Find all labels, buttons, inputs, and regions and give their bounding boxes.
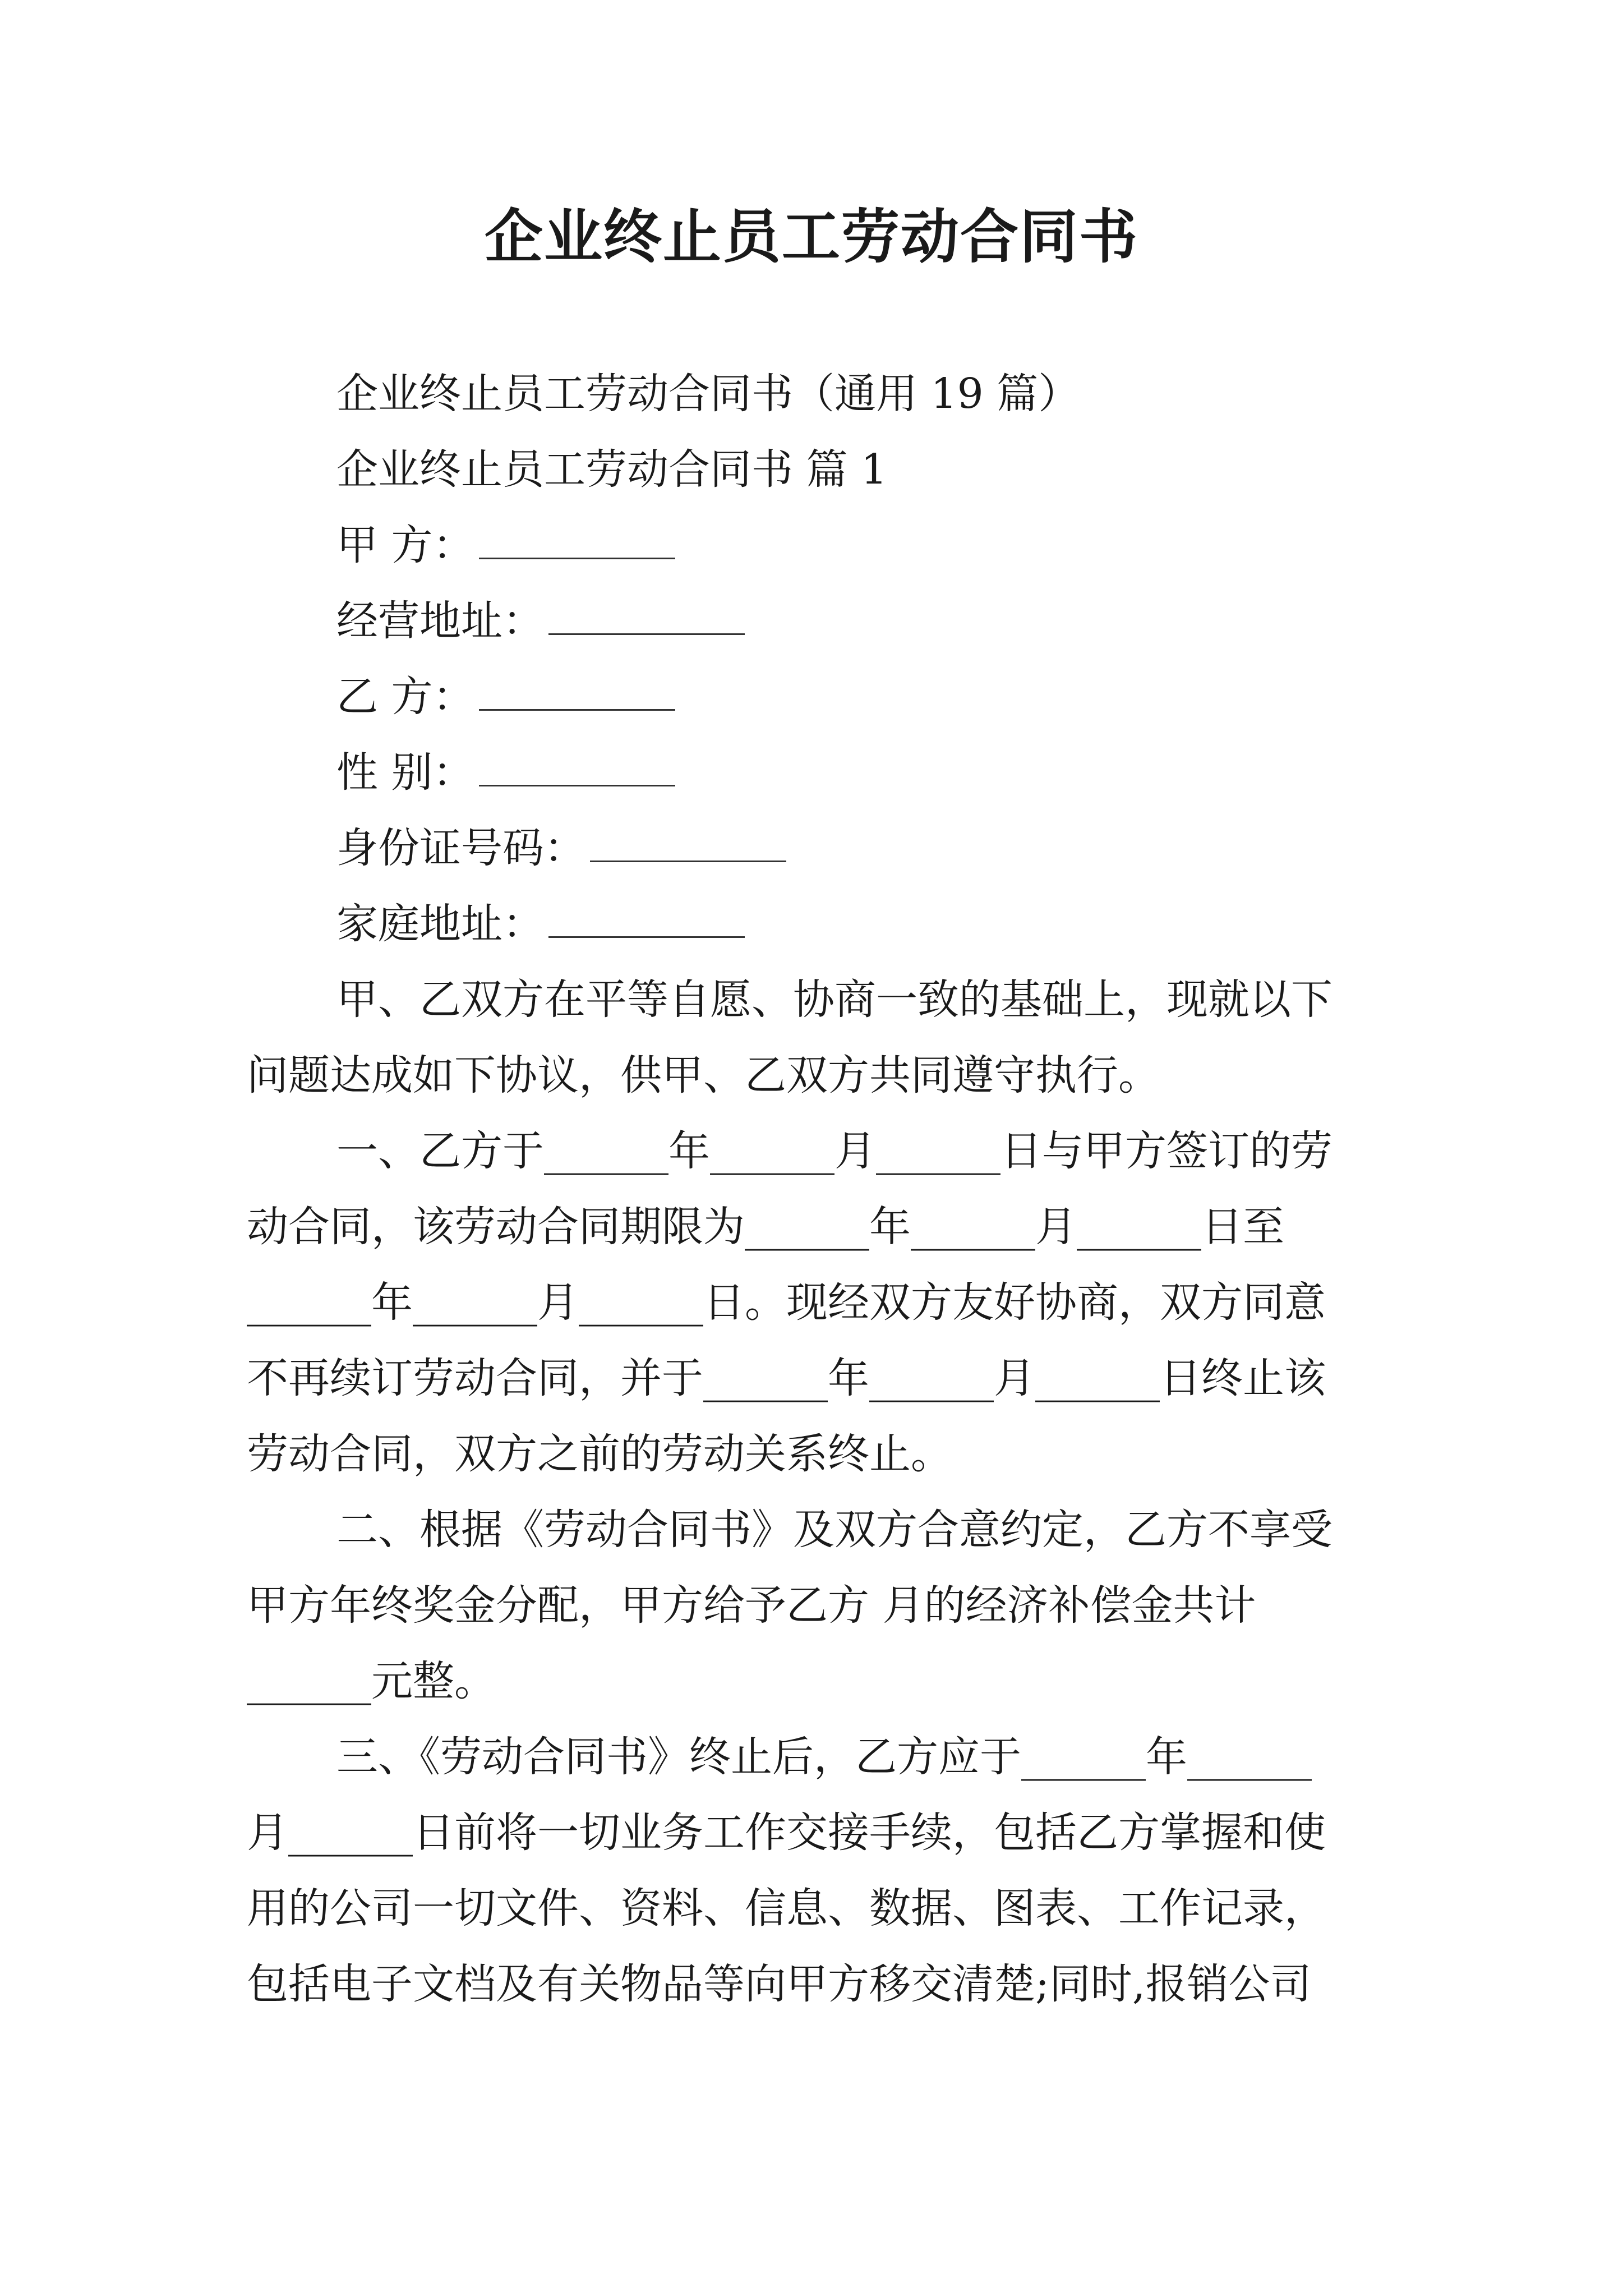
home-address-blank bbox=[548, 903, 745, 938]
party-a-field bbox=[336, 516, 675, 574]
address-label: 经营地址： bbox=[336, 597, 544, 645]
gender-field bbox=[336, 743, 675, 802]
intro-line-2: 问题达成如下协议，供甲、乙双方共同遵守执行。 bbox=[247, 1051, 1160, 1099]
clause-2-line-2: 甲方年终奖金分配，甲方给予乙方 月的经济补偿金共计 bbox=[247, 1581, 1256, 1630]
clause-1-line-5: 劳动合同，双方之前的劳动关系终止。 bbox=[247, 1430, 952, 1478]
clause-3-line-2: 月______日前将一切业务工作交接手续，包括乙方掌握和使 bbox=[247, 1809, 1326, 1857]
party-b-label: 乙 方： bbox=[336, 673, 474, 721]
gender-blank bbox=[479, 751, 675, 786]
clause-2-line-1: 二、根据《劳动合同书》及双方合意约定，乙方不享受 bbox=[336, 1506, 1332, 1554]
clause-2-line-3: ______元整。 bbox=[247, 1657, 496, 1705]
clause-1-line-1: 一、乙方于______年______月______日与甲方签订的劳 bbox=[336, 1127, 1332, 1175]
address-blank bbox=[548, 600, 745, 635]
document-subtitle: 企业终止员工劳动合同书（通用 19 篇） bbox=[336, 370, 1080, 418]
clause-1-line-3: ______年______月______日。现经双方友好协商，双方同意 bbox=[247, 1278, 1326, 1327]
party-b-field bbox=[336, 668, 675, 726]
id-number-field bbox=[336, 819, 786, 877]
clause-3-line-4: 包括电子文档及有关物品等向甲方移交清楚;同时,报销公司 bbox=[247, 1960, 1312, 2008]
id-number-label: 身份证号码： bbox=[336, 824, 585, 872]
address-field bbox=[336, 592, 745, 650]
id-number-blank bbox=[590, 827, 786, 862]
section-heading: 企业终止员工劳动合同书 篇 1 bbox=[336, 445, 888, 494]
gender-label: 性 别： bbox=[336, 748, 474, 797]
home-address-label: 家庭地址： bbox=[336, 900, 544, 948]
party-a-label: 甲 方： bbox=[336, 521, 474, 569]
party-a-blank bbox=[479, 524, 675, 559]
document-title: 企业终止员工劳动合同书 bbox=[484, 203, 1138, 271]
clause-1-line-2: 动合同，该劳动合同期限为______年______月______日至 bbox=[247, 1203, 1284, 1251]
intro-line-1: 甲、乙双方在平等自愿、协商一致的基础上，现就以下 bbox=[336, 976, 1332, 1024]
party-b-blank bbox=[479, 675, 675, 711]
clause-3-line-3: 用的公司一切文件、资料、信息、数据、图表、工作记录， bbox=[247, 1884, 1326, 1932]
home-address-field bbox=[336, 895, 745, 953]
clause-3-line-1: 三、《劳动合同书》终止后，乙方应于______年______ bbox=[336, 1733, 1312, 1781]
clause-1-line-4: 不再续订劳动合同，并于______年______月______日终止该 bbox=[247, 1354, 1326, 1402]
